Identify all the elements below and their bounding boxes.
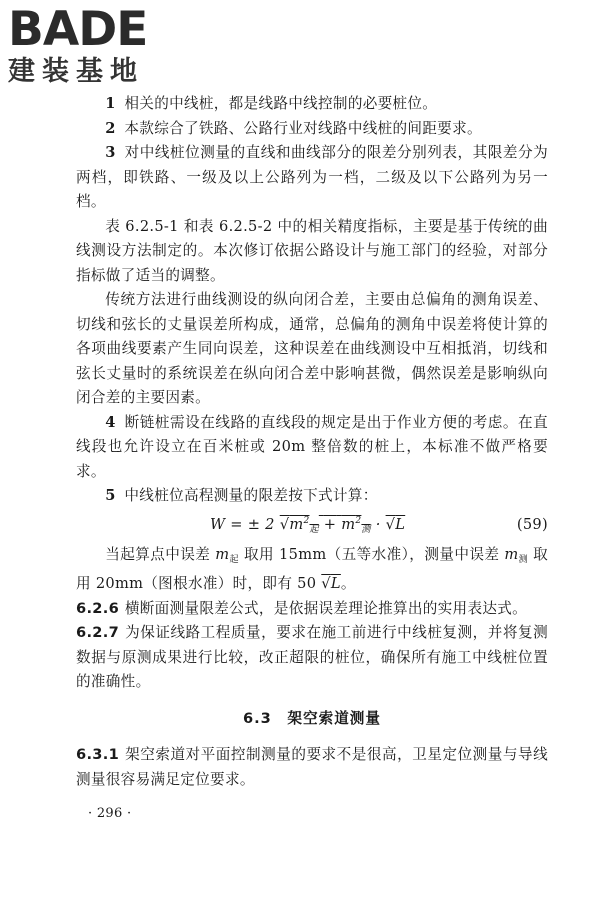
equation-number: (59)	[516, 516, 548, 534]
paragraph-values: 当起算点中误差 $m_起$ 取用 15mm（五等水准），测量中误差 $m_测$ 取用 20mm（图根水准）时，即有 50 √L。	[76, 545, 548, 592]
clause-number: 6.2.6	[76, 599, 120, 617]
clause-text: 架空索道对平面控制测量的要求不是很高，卫星定位测量与导线测量很容易满足定位要求。	[76, 746, 548, 788]
paragraph-text: 本款综合了铁路、公路行业对线路中线桩的间距要求。	[124, 119, 482, 137]
page-number: · 296 ·	[88, 806, 132, 821]
clause-text: 为保证线路工程质量，要求在施工前进行中线桩复测，并将复测数据与原测成果进行比较，改正超限的桩位，确保所有施工中线桩位置的准确性。	[76, 624, 548, 690]
sqrt-radicand: $√m^2_起 + m^2_测$	[279, 515, 371, 535]
logo-subtitle: 建装基地	[8, 56, 144, 87]
page-content	[76, 92, 548, 827]
logo	[8, 2, 178, 87]
paragraph-item-3	[76, 141, 548, 215]
clause-6-2-6	[76, 597, 548, 622]
paragraph-text: 对中线桩位测量的直线和曲线部分的限差分别列表，其限差分为两档，即铁路、一级及以上公路列为一档，二级及以下公路列为另一档。	[76, 144, 548, 210]
paragraph-text: 断链桩需设在线路的直线段的规定是出于作业方便的考虑。在直线段也允许设立在百米桩或 20m 整倍数的桩上，本标准不做严格要求。	[76, 413, 548, 480]
paragraph-item-4	[76, 411, 548, 485]
formula-59	[76, 511, 548, 541]
clause-number: 6.2.7	[76, 624, 120, 641]
clause-text: 横断面测量限差公式，是依据误差理论推算出的实用表达式。	[124, 599, 528, 617]
clause-6-2-7	[76, 621, 548, 695]
formula-expression: W = ± 2 $√m^2_起 + m^2_测 \cdot √L$	[210, 515, 406, 535]
item-number: 1	[105, 95, 116, 112]
paragraph-text: 中线桩位高程测量的限差按下式计算：	[124, 487, 378, 504]
paragraph-closure-error: 传统方法进行曲线测设的纵向闭合差，主要由总偏角的测角误差、切线和弦长的丈量误差所构成，通常，总偏角的测角中误差将使计算的各项曲线要素产生同向误差，这种误差在曲线测设中互相抵消，切线和弦长丈量时的系统误差在纵向闭合差中影响甚微，偶然误差是影响纵向闭合差的主要因素。	[76, 291, 548, 406]
item-number: 2	[105, 119, 116, 137]
clause-number: 6.3.1	[76, 746, 120, 763]
section-heading: 6.3 架空索道测量	[242, 709, 381, 727]
paragraph-item-5	[76, 484, 548, 509]
logo-wordmark: BADE	[8, 2, 148, 57]
paragraph-item-2	[76, 117, 548, 142]
item-number: 5	[105, 487, 116, 504]
clause-6-3-1	[76, 743, 548, 792]
paragraph-item-1	[76, 92, 548, 117]
item-number: 4	[105, 413, 116, 431]
paragraph-text: 相关的中线桩，都是线路中线控制的必要桩位。	[124, 95, 438, 112]
paragraph-table-note: 表 6.2.5-1 和表 6.2.5-2 中的相关精度指标，主要是基于传统的曲线测设方法制定的。本次修订依据公路设计与施工部门的经验，对部分指标做了适当的调整。	[76, 217, 548, 284]
item-number: 3	[105, 144, 116, 161]
